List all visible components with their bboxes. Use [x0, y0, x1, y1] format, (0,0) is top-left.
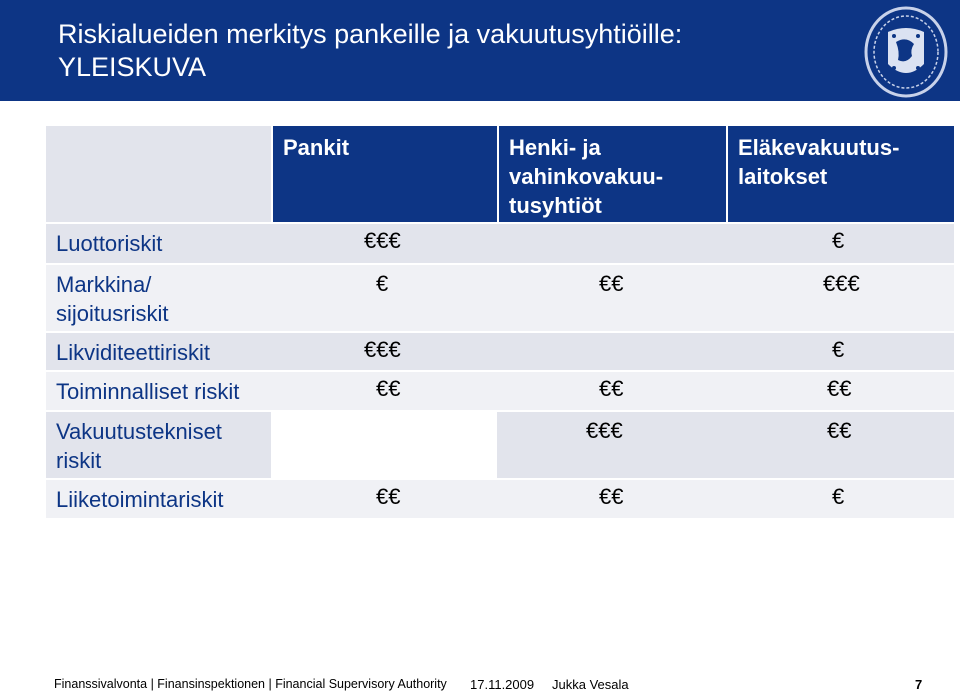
row-label: Markkina/ sijoitusriskit [56, 272, 169, 326]
empty-cell [271, 412, 497, 478]
table-row [46, 265, 954, 331]
slide-header [0, 0, 960, 101]
title-line-1: Riskialueiden merkitys pankeille ja vakuutusyhtiöille: [58, 19, 683, 49]
footer-date: 17.11.2009 [470, 677, 535, 692]
crest-icon [858, 2, 954, 100]
henki-value: €€€ [586, 418, 623, 443]
row-label: Liiketoimintariskit [56, 487, 224, 512]
row-label: Likviditeettiriskit [56, 340, 211, 365]
column-header-pankit: Pankit [273, 126, 497, 222]
corner-cell [46, 126, 271, 222]
footer-organization: Finanssivalvonta | Finansinspektionen | Financial Supervisory Authority [54, 677, 447, 691]
henki-value: €€ [599, 376, 624, 401]
table-row [46, 372, 954, 410]
table-row [46, 224, 954, 263]
henki-value: €€ [599, 271, 624, 296]
pankit-value: €€€ [364, 337, 401, 362]
row-label: Toiminnalliset riskit [56, 379, 240, 404]
pankit-value: € [376, 271, 389, 296]
row-label: Luottoriskit [56, 231, 163, 256]
title-line-2: YLEISKUVA [58, 52, 207, 82]
footer-author: Jukka Vesala [552, 677, 629, 692]
page-number: 7 [915, 677, 923, 692]
pankit-value: €€ [376, 376, 401, 401]
table-row [46, 412, 954, 478]
elake-value: €€ [827, 418, 852, 443]
slide-title [58, 18, 682, 84]
henki-value: €€ [599, 484, 624, 509]
table-row [46, 333, 954, 370]
table-row [46, 480, 954, 518]
column-header-henki: Henki- ja vahinkovakuu-tusyhtiöt [499, 126, 726, 222]
column-header-elake: Eläkevakuutus-laitokset [728, 126, 954, 222]
elake-value: € [832, 337, 845, 362]
elake-value: € [832, 484, 845, 509]
elake-value: € [832, 228, 845, 253]
elake-value: €€ [827, 376, 852, 401]
slide-footer [0, 672, 960, 699]
elake-value: €€€ [823, 271, 860, 296]
row-label: Vakuutustekniset riskit [56, 419, 222, 473]
pankit-value: €€ [376, 484, 401, 509]
pankit-value: €€€ [364, 228, 401, 253]
